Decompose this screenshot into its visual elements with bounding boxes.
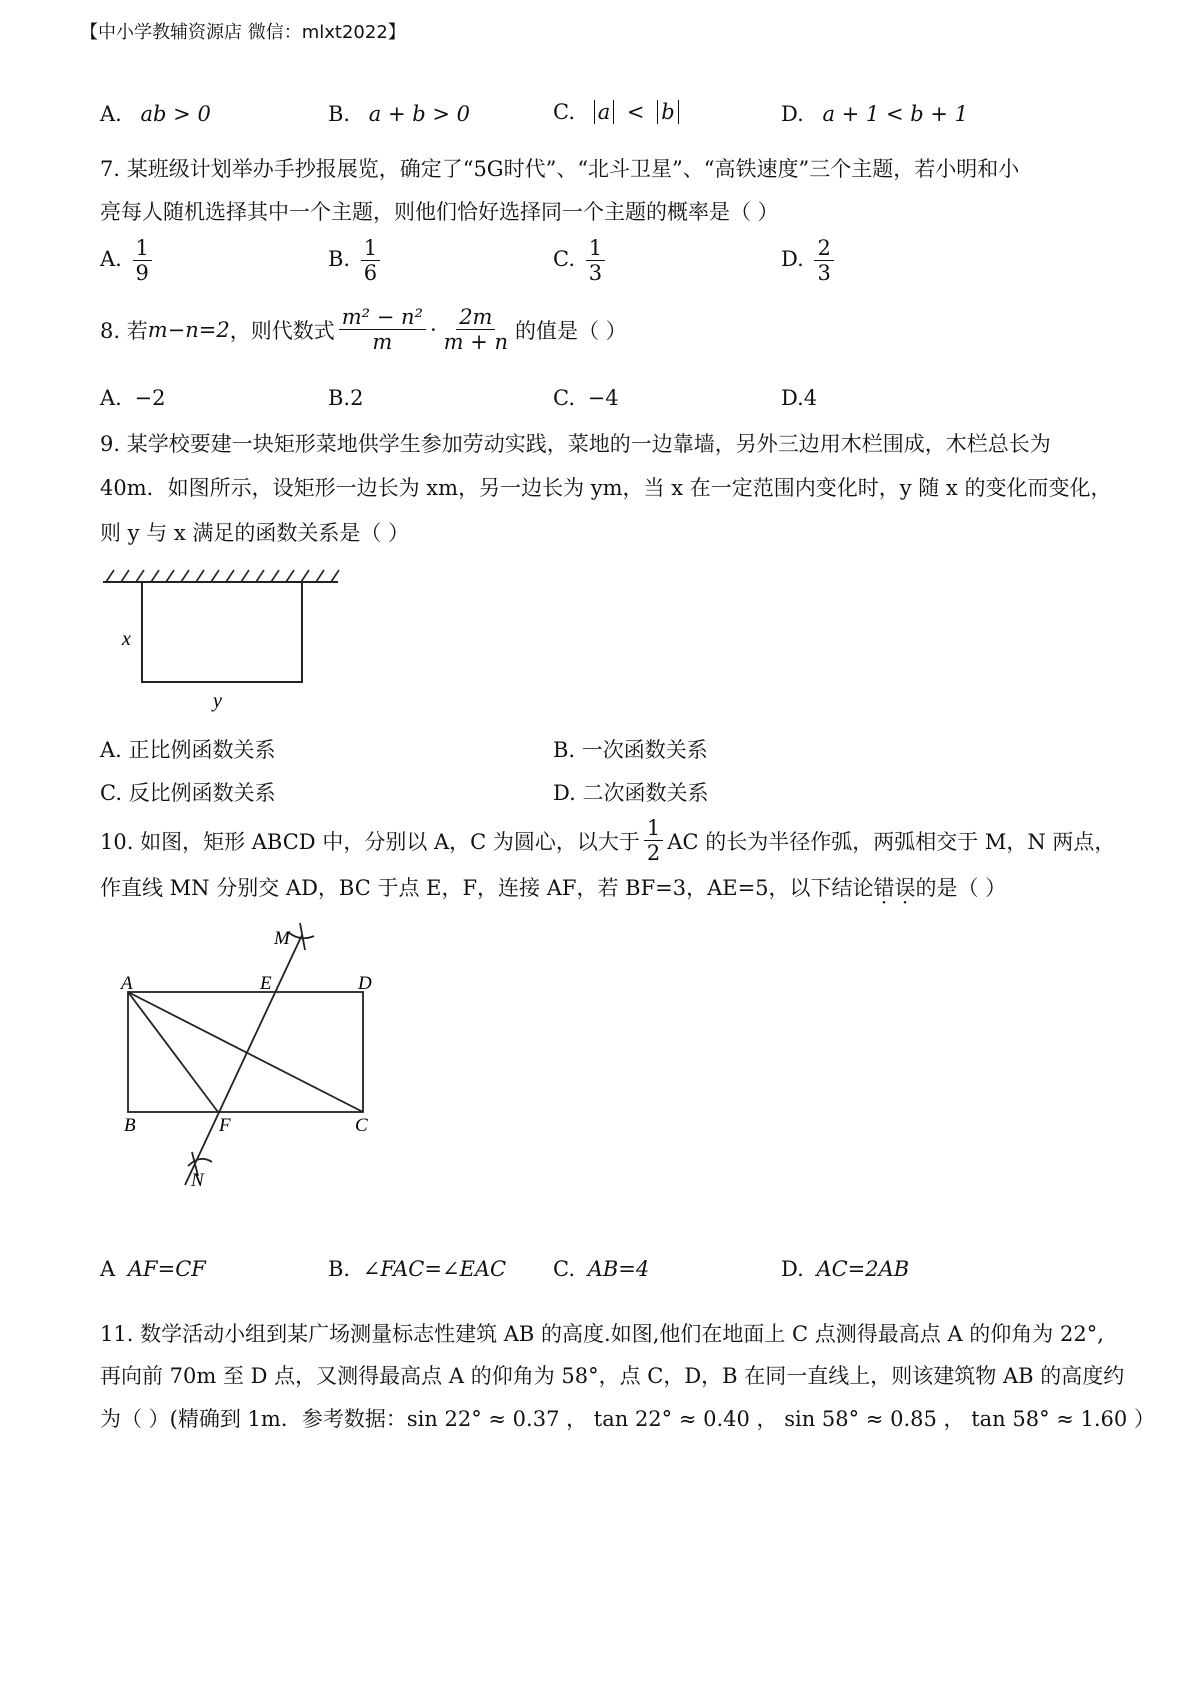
fraction-2 [441, 305, 511, 354]
q9-line3: 则 y 与 x 满足的函数关系是（ ） [100, 521, 410, 545]
option-text: AC=2AB [816, 1257, 910, 1281]
q8-option-c [553, 386, 619, 410]
bottom-label-y: y [213, 690, 222, 712]
segment-af [128, 992, 218, 1112]
option-text: 正比例函数关系 [128, 738, 276, 762]
q9-line2: 40m．如图所示，设矩形一边长为 xm，另一边长为 ym，当 x 在一定范围内变化时，y 随 x 的变化而变化， [100, 476, 1112, 500]
option-letter: D. [781, 247, 804, 272]
option-letter: C. [100, 781, 122, 805]
q9-line1: 9. 某学校要建一块矩形菜地供学生参加劳动实践，菜地的一边靠墙，另外三边用木栏围成，木栏总长为 [100, 432, 1051, 456]
fence-rect [142, 582, 302, 682]
option-letter: D. [781, 102, 804, 126]
numerator: 2m [456, 305, 495, 330]
q10-option-a [100, 1257, 206, 1281]
option-letter: C. [553, 1257, 575, 1281]
option-letter: C. [553, 386, 575, 410]
denominator: m + n [443, 330, 509, 355]
option-text: a + b > 0 [368, 102, 471, 126]
watermark: 【中小学教辅资源店 微信：mlxt2022】 [80, 22, 406, 43]
q11-line1: 11. 数学活动小组到某广场测量标志性建筑 AB 的高度.如图,他们在地面上 C 点测得最高点 A 的仰角为 22°, [100, 1322, 1104, 1346]
q6-option-a [100, 102, 211, 126]
fraction-1 [339, 305, 426, 354]
label-n: N [191, 1170, 204, 1191]
q8-condition: m−n=2 [147, 317, 230, 342]
option-letter: B. [328, 1257, 351, 1281]
option-letter: D. [553, 781, 576, 805]
label-e: E [260, 973, 272, 994]
label-m: M [274, 928, 290, 949]
fraction [586, 236, 605, 285]
q8-stem [100, 305, 627, 354]
option-text: 反比例函数关系 [128, 781, 276, 805]
option-letter: A. [100, 386, 122, 410]
q10-line2-a: 作直线 MN 分别交 AD，BC 于点 E，F，连接 AF，若 BF=3，AE=5，以下结论 [100, 876, 874, 900]
option-text: AF=CF [127, 1257, 206, 1281]
q10-line2-b: 的是（ ） [915, 876, 1007, 900]
q10-option-b [328, 1257, 506, 1281]
q7-line2: 亮每人随机选择其中一个主题，则他们恰好选择同一个主题的概率是（ ） [100, 200, 779, 224]
denominator: 2 [646, 841, 661, 866]
q10-option-c [553, 1257, 649, 1281]
fraction [814, 236, 833, 285]
option-letter: B. [328, 247, 351, 272]
denominator: 6 [363, 261, 378, 286]
q10-line1-a: 10. 如图，矩形 ABCD 中，分别以 A，C 为圆心，以大于 [100, 829, 640, 854]
option-text: ∠FAC=∠EAC [362, 1257, 507, 1281]
fence-figure [100, 565, 350, 715]
emphasis-char-2: 误 [894, 876, 916, 900]
numerator: 1 [586, 236, 605, 261]
label-d: D [358, 973, 372, 994]
denominator: 9 [135, 261, 149, 286]
q10-option-d [781, 1257, 909, 1281]
option-letter: B. [328, 102, 351, 126]
numerator: m² − n² [339, 305, 426, 330]
arc-n-1 [188, 1159, 212, 1166]
q9-option-a [100, 734, 276, 764]
option-text: 一次函数关系 [581, 738, 708, 762]
option-letter: D. [781, 1257, 804, 1281]
q9-option-b [553, 734, 708, 764]
q6-option-c [553, 100, 679, 124]
numerator: 1 [361, 236, 380, 261]
q10-line1-b: AC 的长为半径作弧，两弧相交于 M，N 两点， [667, 829, 1116, 854]
fraction [133, 236, 152, 285]
rectangle-figure [100, 920, 400, 1195]
denominator: 3 [588, 261, 603, 286]
denominator: 3 [817, 261, 831, 286]
abs-a: a [594, 100, 615, 124]
q11-line2: 再向前 70m 至 D 点，又测得最高点 A 的仰角为 58°，点 C，D，B 在同一直线上，则该建筑物 AB 的高度约 [100, 1364, 1125, 1388]
option-letter: C. [553, 247, 575, 272]
q7-option-d [781, 236, 838, 285]
option-letter: A. [100, 102, 122, 126]
multiply-dot: · [429, 317, 437, 342]
q9-option-d [553, 777, 708, 807]
side-label-x: x [122, 628, 131, 650]
label-a: A [121, 973, 133, 994]
option-text: 4 [803, 386, 818, 410]
option-letter: A. [100, 738, 122, 762]
option-text: ab > 0 [140, 102, 211, 126]
fraction [361, 236, 380, 285]
q8-suffix: 的值是（ ） [515, 318, 627, 343]
q7-option-a [100, 236, 156, 285]
q10-line2 [100, 872, 1006, 902]
option-letter: D. [781, 386, 804, 410]
line-mn [185, 935, 302, 1185]
emphasis-char-1: 错 [873, 876, 895, 900]
option-letter: A. [100, 247, 122, 272]
option-text: AB=4 [587, 1257, 650, 1281]
q9-option-c [100, 777, 276, 807]
half-fraction [644, 816, 663, 865]
option-letter: A [100, 1257, 116, 1281]
q8-mid: ，则代数式 [229, 318, 335, 343]
label-b: B [124, 1115, 136, 1136]
q7-option-c [553, 236, 609, 285]
option-text: 二次函数关系 [582, 781, 709, 805]
q7-line1: 7. 某班级计划举办手抄报展览，确定了“5G时代”、“北斗卫星”、“高铁速度”三个主题，若小明和小 [100, 157, 1020, 181]
q8-option-a [100, 386, 166, 410]
q8-prefix: 8. 若 [100, 318, 148, 343]
q8-option-d [781, 386, 817, 410]
option-letter: B. [328, 386, 351, 410]
q8-option-b [328, 386, 363, 410]
option-letter: B. [553, 738, 576, 762]
option-text: −2 [134, 386, 166, 410]
q11-line3: 为（ ）(精确到 1m．参考数据：sin 22° ≈ 0.37 ， tan 22° ≈ 0.40 ， sin 58° ≈ 0.85 ， tan 58° ≈ 1.60 ） [100, 1407, 1155, 1431]
denominator: m [372, 330, 393, 355]
q10-line1 [100, 816, 1115, 865]
q6-option-d [781, 102, 968, 126]
diagonal-ac [128, 992, 363, 1112]
less-than: < [626, 100, 645, 124]
wall-hatching [106, 570, 339, 582]
numerator: 1 [644, 816, 663, 841]
option-text: 2 [350, 386, 364, 410]
option-text: a + 1 < b + 1 [822, 102, 968, 126]
abs-b: b [657, 100, 678, 124]
q6-option-b [328, 102, 470, 126]
numerator: 2 [814, 236, 833, 261]
numerator: 1 [133, 236, 152, 261]
q7-option-b [328, 236, 384, 285]
label-c: C [355, 1115, 368, 1136]
label-f: F [219, 1115, 231, 1136]
option-text: −4 [587, 386, 619, 410]
option-letter: C. [553, 100, 575, 124]
